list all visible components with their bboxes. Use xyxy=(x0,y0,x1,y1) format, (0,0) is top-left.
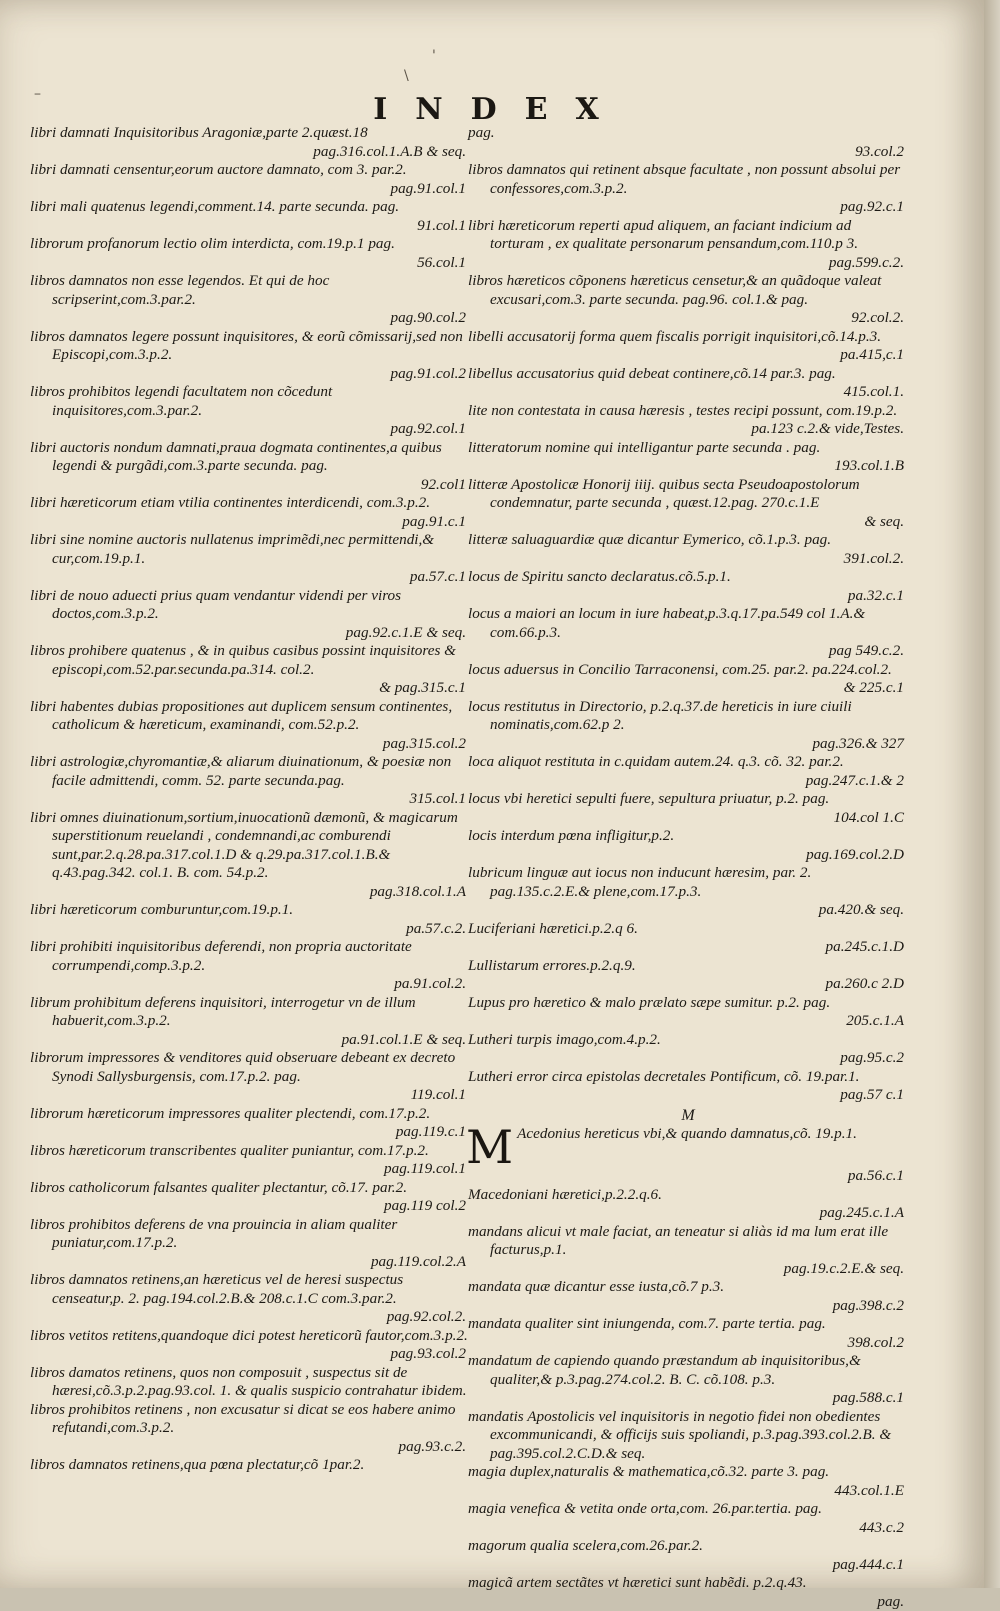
entry-text: litteræ Apostolicæ Honorij iiij. quibus secta Pseudoapostolorum condemnatur, parte secunda , quæst.12.pag. 270.c.1.E xyxy=(468,476,908,513)
index-entry xyxy=(468,605,908,661)
index-entry xyxy=(468,1500,908,1537)
entry-reference: 391.col.2. xyxy=(468,550,908,569)
entry-text: librorum impressores & venditores quid obseruare debeant ex decreto Synodi Sallysburgensis, com.17.p.2. pag. xyxy=(30,1049,470,1086)
index-entry xyxy=(30,494,470,531)
entry-reference: pag 549.c.2. xyxy=(468,642,908,661)
entry-reference: pag.247.c.1.& 2 xyxy=(468,772,908,791)
index-entry xyxy=(468,661,908,698)
index-entry xyxy=(30,587,470,643)
entry-reference: 205.c.1.A xyxy=(468,1012,908,1031)
index-entry xyxy=(468,1574,908,1611)
index-entry xyxy=(30,1456,470,1475)
index-entry xyxy=(468,1031,908,1068)
entry-reference: pag.19.c.2.E.& seq. xyxy=(468,1260,908,1279)
index-entry xyxy=(468,1352,908,1408)
ink-mark: \ xyxy=(404,68,409,84)
index-entry xyxy=(468,994,908,1031)
index-entry xyxy=(30,1142,470,1179)
index-entry xyxy=(468,1223,908,1279)
entry-text: libros damnatos retinens,an hæreticus vel de heresi suspectus censeatur,p. 2. pag.194.col.2.B.& 208.c.1.C com.3.par.2. xyxy=(30,1271,470,1308)
entry-reference: pag.91.col.2 xyxy=(30,365,470,384)
entry-reference: pag.119.c.1 xyxy=(30,1123,470,1142)
index-entry xyxy=(30,272,470,328)
index-entry xyxy=(30,383,470,439)
entry-reference: pag.119.col.2.A xyxy=(30,1253,470,1272)
entry-text: pag. xyxy=(468,124,908,143)
entry-reference: pa.32.c.1 xyxy=(468,587,908,606)
entry-reference: 56.col.1 xyxy=(30,254,470,273)
index-entry xyxy=(30,901,470,938)
entry-text: libri mali quatenus legendi,comment.14. parte secunda. pag. xyxy=(30,198,470,217)
entry-text: lite non contestata in causa hæresis , testes recipi possunt, com.19.p.2. xyxy=(468,402,908,421)
entry-reference: pag.599.c.2. xyxy=(468,254,908,273)
index-entry xyxy=(30,809,470,902)
entry-reference: pag.119 col.2 xyxy=(30,1197,470,1216)
entry-text: libros hæreticorum transcribentes qualiter puniantur, com.17.p.2. xyxy=(30,1142,470,1161)
entry-reference: pag.326.& 327 xyxy=(468,735,908,754)
index-entry xyxy=(30,531,470,587)
entry-reference: 93.col.2 xyxy=(468,143,908,162)
entry-reference: pag.119.col.1 xyxy=(30,1160,470,1179)
entry-text: libros damnatos retinens,qua pœna plectatur,cõ 1par.2. xyxy=(30,1456,470,1475)
entry-reference: pag.169.col.2.D xyxy=(468,846,908,865)
entry-reference: pag.93.c.2. xyxy=(30,1438,470,1457)
entry-text: Luciferiani hæretici.p.2.q 6. xyxy=(468,920,908,939)
index-entry xyxy=(468,1186,908,1223)
entry-text: libri hæreticorum reperti apud aliquem, an faciant indicium ad torturam , ex qualitate personarum pensandum,com.110.p 3. xyxy=(468,217,908,254)
entry-reference: 92.col.2. xyxy=(468,309,908,328)
index-entry xyxy=(30,1271,470,1327)
index-entry xyxy=(30,642,470,698)
entry-reference: pa.91.col.1.E & seq. xyxy=(30,1031,470,1050)
index-entry xyxy=(468,1278,908,1315)
entry-text: Acedonius hereticus vbi,& quando damnatus,cõ. 19.p.1. xyxy=(517,1125,857,1142)
entry-reference: pag.92.c.1 xyxy=(468,198,908,217)
index-entry xyxy=(30,161,470,198)
index-entry xyxy=(30,439,470,495)
page-title: INDEX xyxy=(0,92,1000,127)
entry-reference: 415.col.1. xyxy=(468,383,908,402)
entry-text: loca aliquot restituta in c.quidam autem.24. q.3. cõ. 32. par.2. xyxy=(468,753,908,772)
entry-text: librorum hæreticorum impressores qualiter plectendi, com.17.p.2. xyxy=(30,1105,470,1124)
entry-reference: pag.92.col.1 xyxy=(30,420,470,439)
entry-text: mandata qualiter sint iniungenda, com.7. parte tertia. pag. xyxy=(468,1315,908,1334)
entry-text: litteræ saluaguardiæ quæ dicantur Eymerico, cõ.1.p.3. pag. xyxy=(468,531,908,550)
section-letter: M xyxy=(468,1107,908,1126)
entry-text: libros damnatos qui retinent absque facultate , non possunt absolui per confessores,com.3.p.2. xyxy=(468,161,908,198)
entry-text: librum prohibitum deferens inquisitori, interrogetur vn de illum habuerit,com.3.p.2. xyxy=(30,994,470,1031)
index-entry xyxy=(30,1049,470,1105)
index-entry xyxy=(468,957,908,994)
entry-reference: pag.93.col.2 xyxy=(30,1345,470,1364)
index-entry-initial xyxy=(468,1125,908,1186)
index-entry xyxy=(468,920,908,957)
index-entry xyxy=(30,1364,470,1401)
index-entry xyxy=(468,476,908,532)
index-entry xyxy=(30,1401,470,1457)
entry-reference: pag.245.c.1.A xyxy=(468,1204,908,1223)
entry-reference: pa.260.c 2.D xyxy=(468,975,908,994)
entry-text: mandans alicui vt male faciat, an teneatur si aliàs id ma lum erat ille facturus,p.1. xyxy=(468,1223,908,1260)
entry-text: libros damnatos non esse legendos. Et qui de hoc scripserint,com.3.par.2. xyxy=(30,272,470,309)
entry-text: magia duplex,naturalis & mathematica,cõ.32. parte 3. pag. xyxy=(468,1463,908,1482)
entry-reference: & seq. xyxy=(468,513,908,532)
entry-text: libri astrologiæ,chyromantiæ,& aliarum diuinationum, & poesiæ non facile admittendi, comm. 52. parte secunda.pag. xyxy=(30,753,470,790)
entry-reference: pag.316.col.1.A.B & seq. xyxy=(30,143,470,162)
entry-text: libri hæreticorum comburuntur,com.19.p.1. xyxy=(30,901,470,920)
entry-reference: 193.col.1.B xyxy=(468,457,908,476)
index-entry xyxy=(30,753,470,809)
entry-text: magicã artem sectãtes vt hæretici sunt habẽdi. p.2.q.43. xyxy=(468,1574,908,1593)
entry-reference: pag.315.col.2 xyxy=(30,735,470,754)
index-entry xyxy=(468,1537,908,1574)
entry-reference: pag.92.c.1.E & seq. xyxy=(30,624,470,643)
index-column-left xyxy=(30,124,470,1475)
entry-reference: pag.318.col.1.A xyxy=(30,883,470,902)
entry-reference: 398.col.2 xyxy=(468,1334,908,1353)
entry-text: locus vbi heretici sepulti fuere, sepultura priuatur, p.2. pag. xyxy=(468,790,908,809)
index-entry xyxy=(30,994,470,1050)
entry-text: locus de Spiritu sancto declaratus.cõ.5.p.1. xyxy=(468,568,908,587)
entry-reference: pag.91.c.1 xyxy=(30,513,470,532)
entry-text: libri auctoris nondum damnati,praua dogmata continentes,a quibus legendi & purgãdi,com.3.parte secunda. pag. xyxy=(30,439,470,476)
index-entry xyxy=(30,1179,470,1216)
entry-text: libros prohibitos retinens , non excusatur si dicat se eos habere animo refutandi,com.3.p.2. xyxy=(30,1401,470,1438)
entry-reference: pag.92.col.2. xyxy=(30,1308,470,1327)
index-entry xyxy=(468,1315,908,1352)
entry-reference: 315.col.1 xyxy=(30,790,470,809)
entry-reference: pa.420.& seq. xyxy=(468,901,908,920)
entry-text: mandatis Apostolicis vel inquisitoris in negotio fidei non obedientes excommunicandi, & officijs suis spoliandi, p.3.pag.393.col.2.B. & pag.395.col.2.C.D.& seq. xyxy=(468,1408,908,1464)
index-entry xyxy=(468,568,908,605)
entry-text: litteratorum nomine qui intelligantur parte secunda . pag. xyxy=(468,439,908,458)
index-entry xyxy=(468,1408,908,1464)
entry-reference: 443.c.2 xyxy=(468,1519,908,1538)
entry-reference: 119.col.1 xyxy=(30,1086,470,1105)
entry-reference: pag.95.c.2 xyxy=(468,1049,908,1068)
index-entry xyxy=(468,1463,908,1500)
index-entry xyxy=(468,124,908,161)
entry-reference: & pag.315.c.1 xyxy=(30,679,470,698)
entry-text: libri habentes dubias propositiones aut duplicem sensum continentes, catholicum & hæreticum, examinandi, com.52.p.2. xyxy=(30,698,470,735)
ink-mark: – xyxy=(34,86,41,102)
index-entry xyxy=(468,217,908,273)
entry-text: libros damatos retinens, quos non composuit , suspectus sit de hæresi,cõ.3.p.2.pag.93.col. 1. & qualis suspicio contrahatur ibidem. xyxy=(30,1364,470,1401)
entry-reference: pag.90.col.2 xyxy=(30,309,470,328)
index-entry xyxy=(468,439,908,476)
entry-text: libros vetitos retitens,quandoque dici potest hereticorũ fautor,com.3.p.2. xyxy=(30,1327,470,1346)
entry-text: locus a maiori an locum in iure habeat,p.3.q.17.pa.549 col 1.A.& com.66.p.3. xyxy=(468,605,908,642)
index-entry xyxy=(468,698,908,754)
entry-reference: pa.57.c.1 xyxy=(30,568,470,587)
entry-text: librorum profanorum lectio olim interdicta, com.19.p.1 pag. xyxy=(30,235,470,254)
entry-reference: pag.91.col.1 xyxy=(30,180,470,199)
entry-text: Lutheri turpis imago,com.4.p.2. xyxy=(468,1031,908,1050)
index-entry xyxy=(30,124,470,161)
index-entry xyxy=(468,827,908,864)
index-entry xyxy=(468,402,908,439)
entry-reference: pag.57 c.1 xyxy=(468,1086,908,1105)
entry-text: libros catholicorum falsantes qualiter plectantur, cõ.17. par.2. xyxy=(30,1179,470,1198)
index-entry xyxy=(30,1105,470,1142)
index-entry xyxy=(468,864,908,920)
entry-text: Macedoniani hæretici,p.2.2.q.6. xyxy=(468,1186,908,1205)
entry-text: libros prohibere quatenus , & in quibus casibus possint inquisitores & episcopi,com.52.par.secunda.pa.314. col.2. xyxy=(30,642,470,679)
entry-reference: 91.col.1 xyxy=(30,217,470,236)
entry-text: libri damnati Inquisitoribus Aragoniæ,parte 2.quæst.18 xyxy=(30,124,470,143)
index-entry xyxy=(468,365,908,402)
entry-text: libri sine nomine auctoris nullatenus imprimẽdi,nec permittendi,& cur,com.19.p.1. xyxy=(30,531,470,568)
drop-cap: M xyxy=(466,1127,513,1167)
entry-text: Lullistarum errores.p.2.q.9. xyxy=(468,957,908,976)
entry-text: locus aduersus in Concilio Tarraconensi, com.25. par.2. pa.224.col.2. xyxy=(468,661,908,680)
entry-text: libros prohibitos deferens de vna prouincia in aliam qualiter puniatur,com.17.p.2. xyxy=(30,1216,470,1253)
index-entry xyxy=(30,235,470,272)
index-entry xyxy=(30,198,470,235)
entry-reference: pa.56.c.1 xyxy=(468,1167,908,1186)
index-entry xyxy=(468,272,908,328)
entry-text: libri de nouo aduecti prius quam vendantur videndi per viros doctos,com.3.p.2. xyxy=(30,587,470,624)
entry-reference: pa.91.col.2. xyxy=(30,975,470,994)
entry-text: locis interdum pœna infligitur,p.2. xyxy=(468,827,908,846)
entry-reference: 104.col 1.C xyxy=(468,809,908,828)
entry-text: magia venefica & vetita onde orta,com. 26.par.tertia. pag. xyxy=(468,1500,908,1519)
index-entry xyxy=(468,531,908,568)
entry-reference: pa.123 c.2.& vide,Testes. xyxy=(468,420,908,439)
entry-reference: pag. xyxy=(468,1593,908,1611)
index-entry xyxy=(468,1068,908,1105)
entry-text: libellus accusatorius quid debeat continere,cõ.14 par.3. pag. xyxy=(468,365,908,384)
entry-reference: 92.col1 xyxy=(30,476,470,495)
entry-reference: 443.col.1.E xyxy=(468,1482,908,1501)
entry-text: libri omnes diuinationum,sortium,inuocationũ dæmonũ, & magicarum superstitionum reuelandi , condemnandi,ac comburendi sunt,par.2.q.28.pa.317.col.1.D & q.29.pa.317.col.1.B.& q.43.pag.342. col.1. B. com. 54.p.2. xyxy=(30,809,470,883)
entry-text: libros damnatos legere possunt inquisitores, & eorũ cõmissarij,sed non Episcopi,com.3.p.2. xyxy=(30,328,470,365)
index-entry xyxy=(468,790,908,827)
entry-text: libros prohibitos legendi facultatem non cõcedunt inquisitores,com.3.par.2. xyxy=(30,383,470,420)
entry-text: mandatum de capiendo quando præstandum ab inquisitoribus,& qualiter,& p.3.pag.274.col.2. B. C. cõ.108. p.3. xyxy=(468,1352,908,1389)
entry-text: libri damnati censentur,eorum auctore damnato, com 3. par.2. xyxy=(30,161,470,180)
index-entry xyxy=(468,161,908,217)
index-entry xyxy=(30,328,470,384)
entry-text: mandata quæ dicantur esse iusta,cõ.7 p.3. xyxy=(468,1278,908,1297)
entry-reference: pag.398.c.2 xyxy=(468,1297,908,1316)
index-entry xyxy=(30,698,470,754)
entry-reference: pa.415,c.1 xyxy=(468,346,908,365)
ink-mark: ' xyxy=(432,48,436,64)
entry-reference: pa.57.c.2. xyxy=(30,920,470,939)
index-column-right xyxy=(468,124,908,1611)
entry-text: libri prohibiti inquisitoribus deferendi, non propria auctoritate corrumpendi,comp.3.p.2. xyxy=(30,938,470,975)
entry-text: locus restitutus in Directorio, p.2.q.37.de hereticis in iure ciuili nominatis,com.62.p 2. xyxy=(468,698,908,735)
entry-text: libri hæreticorum etiam vtilia continentes interdicendi, com.3.p.2. xyxy=(30,494,470,513)
entry-text: Lupus pro hæretico & malo prælato sæpe sumitur. p.2. pag. xyxy=(468,994,908,1013)
entry-text: Lutheri error circa epistolas decretales Pontificum, cõ. 19.par.1. xyxy=(468,1068,908,1087)
index-entry xyxy=(30,1216,470,1272)
index-entry xyxy=(468,328,908,365)
entry-reference: pag.588.c.1 xyxy=(468,1389,908,1408)
entry-text: libelli accusatorij forma quem fiscalis porrigit inquisitori,cõ.14.p.3. xyxy=(468,328,908,347)
page-edge xyxy=(984,0,1000,1588)
entry-reference: pa.245.c.1.D xyxy=(468,938,908,957)
entry-reference: & 225.c.1 xyxy=(468,679,908,698)
index-entry xyxy=(30,938,470,994)
entry-reference: pag.444.c.1 xyxy=(468,1556,908,1575)
entry-text: libros hæreticos cõponens hæreticus censetur,& an quãdoque valeat excusari,com.3. parte secunda. pag.96. col.1.& pag. xyxy=(468,272,908,309)
entry-text: magorum qualia scelera,com.26.par.2. xyxy=(468,1537,908,1556)
index-entry xyxy=(30,1327,470,1364)
index-entry xyxy=(468,753,908,790)
entry-text: lubricum linguæ aut iocus non inducunt hæresim, par. 2. pag.135.c.2.E.& plene,com.17.p.3. xyxy=(468,864,908,901)
